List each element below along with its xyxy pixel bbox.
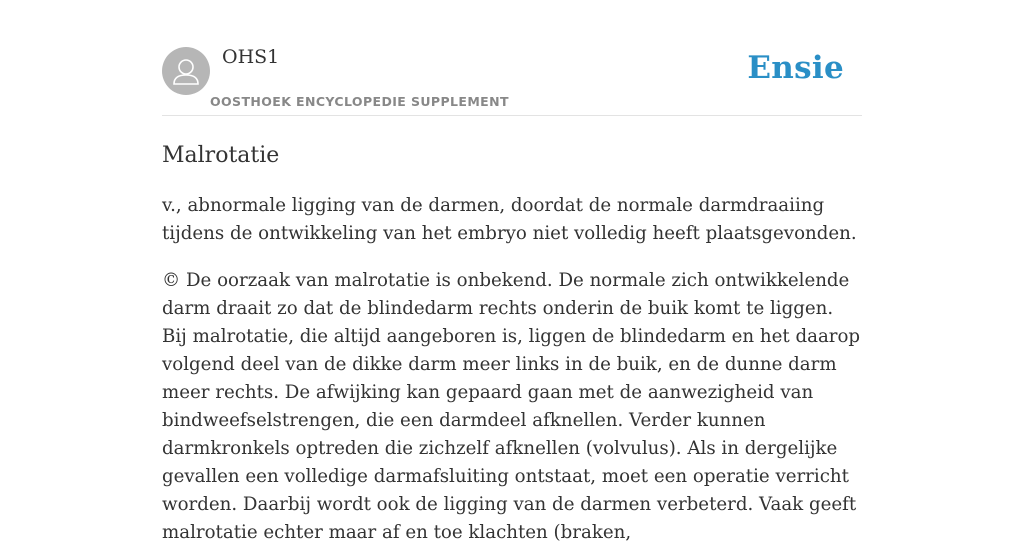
article-header <box>162 0 862 116</box>
article-paragraph-definition: v., abnormale ligging van de darmen, doordat de normale darmdraaiing tijdens de ontwikkeling van het embryo niet volledig heeft plaatsgevonden. <box>162 195 857 244</box>
source-avatar[interactable] <box>162 47 210 95</box>
user-icon <box>162 47 210 95</box>
article-page <box>162 0 862 547</box>
article-paragraph-body: © De oorzaak van malrotatie is onbekend. De normale zich ontwikkelende darm draait zo dat de blindedarm rechts onderin de buik komt te liggen. Bij malrotatie, die altijd aangeboren is, liggen de blindedarm en het daarop volgend deel van de dikke darm meer links in de buik, en de dunne darm meer rechts. De afwijking kan gepaard gaan met de aanwezigheid van bindweefselstrengen, die een darmdeel afknellen. Verder kunnen darmkronkels optreden die zichzelf afknellen (volvulus). Als in dergelijke gevallen een volledige darmafsluiting ontstaat, moet een operatie verricht worden. Daarbij wordt ook de ligging van de darmen verbeterd. Vaak geeft malrotatie echter maar af en toe klachten (braken, <box>162 270 861 543</box>
ensie-logo[interactable]: Ensie <box>747 50 844 86</box>
article-title: Malrotatie <box>162 143 280 168</box>
source-name[interactable]: OHS1 <box>222 46 280 68</box>
source-subtitle[interactable]: OOSTHOEK ENCYCLOPEDIE SUPPLEMENT <box>210 94 509 109</box>
